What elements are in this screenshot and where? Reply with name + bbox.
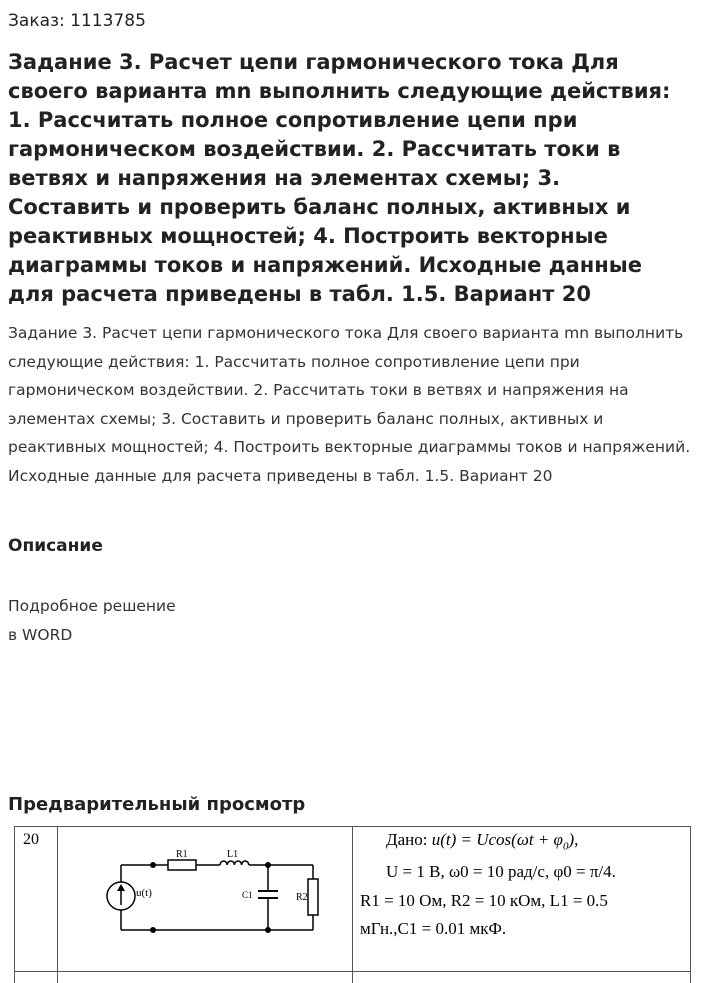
- given-data-cell: [353, 827, 690, 983]
- circuit-diagram: [58, 827, 353, 972]
- order-number: Заказ: 1113785: [8, 11, 146, 31]
- label-source: u(t): [136, 887, 152, 899]
- given-line-2: U = 1 В, ω0 = 10 рад/с, φ0 = π/4.: [386, 862, 616, 881]
- description-line-2: в WORD: [8, 626, 73, 644]
- circuit-nodes: [150, 862, 271, 933]
- inductor-l1-icon: [220, 861, 249, 865]
- resistor-r1-icon: [168, 860, 196, 870]
- given-line-1: [386, 830, 578, 856]
- label-r1: R1: [176, 849, 188, 860]
- table-row-divider: [15, 971, 690, 972]
- given-formula-sub: 0: [562, 840, 569, 853]
- preview-table: [14, 826, 691, 983]
- variant-cell: [15, 827, 58, 983]
- given-formula-tail: ),: [568, 830, 579, 849]
- page-title: Задание 3. Расчет цепи гармонического тока Для своего варианта mn выполнить следующие действия: 1. Рассчитать полное сопротивление цепи при гармоническом воздействии. 2. Рассчитать токи в ветвях и напряжения на элементах схемы; 3. Составить и проверить баланс полных, активных и реактивных мощностей; 4. Построить векторные диаграммы токов и напряжений. Исходные данные для расчета приведены в табл. 1.5. Вариант 20: [8, 50, 671, 306]
- resistor-r2-icon: [308, 879, 318, 915]
- variant-number: 20: [23, 831, 39, 848]
- given-formula: u(t) = Ucos(ωt + φ: [431, 830, 563, 849]
- task-description: Задание 3. Расчет цепи гармонического тока Для своего варианта mn выполнить следующие действия: 1. Рассчитать полное сопротивление цепи при гармоническом воздействии. 2. Рассчитать токи в ветвях и напряжения на элементах схемы; 3. Составить и проверить баланс полных, активных и реактивных мощностей; 4. Построить векторные диаграммы токов и напряжений. Исходные данные для расчета приведены в табл. 1.5. Вариант 20: [8, 324, 691, 485]
- given-line-3: R1 = 10 Ом, R2 = 10 кОм, L1 = 0.5: [360, 891, 608, 910]
- given-label: Дано:: [386, 830, 428, 849]
- preview-heading: Предварительный просмотр: [8, 794, 306, 815]
- voltage-source-icon: [107, 882, 135, 910]
- label-l1: L1: [227, 849, 239, 860]
- capacitor-c1-icon: [258, 891, 278, 898]
- circuit-cell: [58, 827, 353, 983]
- label-c1: C1: [242, 890, 253, 900]
- given-line-4: мГн.,C1 = 0.01 мкФ.: [360, 919, 507, 938]
- label-r2: R2: [296, 892, 308, 903]
- description-heading: Описание: [8, 536, 103, 556]
- description-line-1: Подробное решение: [8, 597, 176, 615]
